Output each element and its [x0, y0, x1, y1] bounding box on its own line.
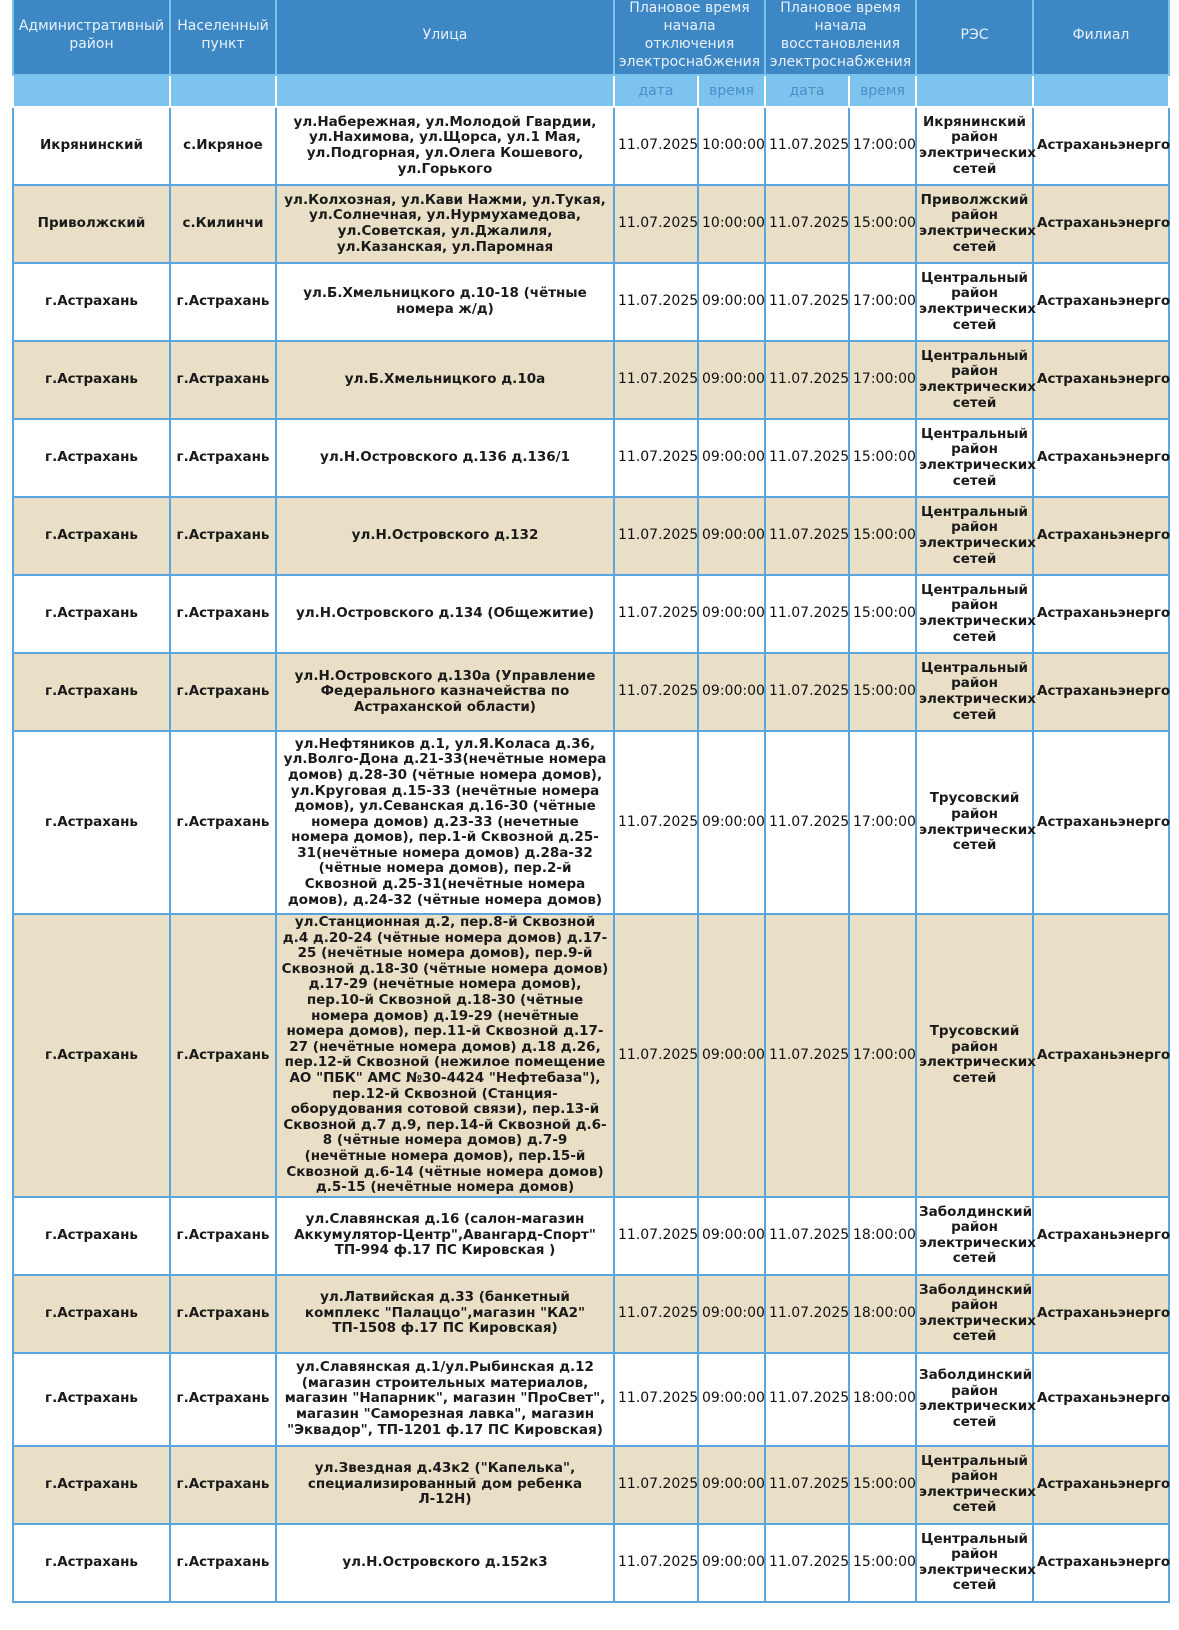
- cell-on-date: 11.07.2025: [765, 1197, 849, 1275]
- col-header-on-time[interactable]: Плановое время начала восстановления электроснабжения: [765, 0, 916, 75]
- cell-res: Заболдинский район электрических сетей: [916, 1197, 1033, 1275]
- subheader-empty: [170, 75, 276, 107]
- cell-off-time: 10:00:00: [698, 185, 765, 263]
- cell-district: г.Астрахань: [13, 1197, 170, 1275]
- cell-res: Заболдинский район электрических сетей: [916, 1275, 1033, 1353]
- cell-off-time: 09:00:00: [698, 731, 765, 914]
- cell-on-date: 11.07.2025: [765, 341, 849, 419]
- cell-district: г.Астрахань: [13, 1446, 170, 1524]
- cell-res: Центральный район электрических сетей: [916, 419, 1033, 497]
- cell-off-date: 11.07.2025: [614, 263, 698, 341]
- cell-on-date: 11.07.2025: [765, 653, 849, 731]
- cell-branch: Астраханьэнерго: [1033, 1353, 1169, 1446]
- cell-settlement: г.Астрахань: [170, 575, 276, 653]
- cell-on-date: 11.07.2025: [765, 263, 849, 341]
- cell-on-date: 11.07.2025: [765, 1353, 849, 1446]
- cell-off-time: 10:00:00: [698, 107, 765, 185]
- cell-branch: Астраханьэнерго: [1033, 914, 1169, 1197]
- cell-settlement: г.Астрахань: [170, 497, 276, 575]
- cell-settlement: г.Астрахань: [170, 419, 276, 497]
- cell-district: Икрянинский: [13, 107, 170, 185]
- cell-district: г.Астрахань: [13, 497, 170, 575]
- cell-district: г.Астрахань: [13, 914, 170, 1197]
- cell-off-date: 11.07.2025: [614, 419, 698, 497]
- subheader-empty: [276, 75, 614, 107]
- cell-off-time: 09:00:00: [698, 419, 765, 497]
- cell-on-time: 15:00:00: [849, 497, 916, 575]
- header-row: [13, 0, 1169, 75]
- cell-settlement: с.Икряное: [170, 107, 276, 185]
- cell-res: Центральный район электрических сетей: [916, 575, 1033, 653]
- cell-settlement: г.Астрахань: [170, 263, 276, 341]
- col-header-branch[interactable]: Филиал: [1033, 0, 1169, 75]
- cell-off-date: 11.07.2025: [614, 107, 698, 185]
- cell-settlement: г.Астрахань: [170, 731, 276, 914]
- cell-on-date: 11.07.2025: [765, 497, 849, 575]
- cell-district: г.Астрахань: [13, 1353, 170, 1446]
- cell-off-time: 09:00:00: [698, 341, 765, 419]
- cell-on-date: 11.07.2025: [765, 914, 849, 1197]
- cell-off-time: 09:00:00: [698, 263, 765, 341]
- cell-on-date: 11.07.2025: [765, 575, 849, 653]
- outage-table-container: [12, 0, 1171, 1603]
- cell-on-date: 11.07.2025: [765, 185, 849, 263]
- cell-on-time: 17:00:00: [849, 263, 916, 341]
- cell-settlement: г.Астрахань: [170, 653, 276, 731]
- cell-district: г.Астрахань: [13, 575, 170, 653]
- cell-street: ул.Набережная, ул.Молодой Гвардии, ул.Нахимова, ул.Щорса, ул.1 Мая, ул.Подгорная, ул.Олега Кошевого, ул.Горького: [276, 107, 614, 185]
- cell-street: ул.Славянская д.16 (салон-магазин Аккумулятор-Центр",Авангард-Спорт" ТП-994 ф.17 ПС Кировская ): [276, 1197, 614, 1275]
- cell-res: Центральный район электрических сетей: [916, 341, 1033, 419]
- table-row: [13, 419, 1169, 497]
- cell-on-time: 17:00:00: [849, 107, 916, 185]
- cell-district: Приволжский: [13, 185, 170, 263]
- table-row: [13, 731, 1169, 914]
- cell-on-time: 15:00:00: [849, 1524, 916, 1602]
- cell-off-time: 09:00:00: [698, 1353, 765, 1446]
- cell-settlement: г.Астрахань: [170, 341, 276, 419]
- table-row: [13, 575, 1169, 653]
- cell-settlement: г.Астрахань: [170, 1524, 276, 1602]
- cell-district: г.Астрахань: [13, 1275, 170, 1353]
- table-row: [13, 1197, 1169, 1275]
- cell-district: г.Астрахань: [13, 653, 170, 731]
- table-row: [13, 341, 1169, 419]
- cell-off-date: 11.07.2025: [614, 185, 698, 263]
- subheader-on-time: время: [849, 75, 916, 107]
- col-header-res[interactable]: РЭС: [916, 0, 1033, 75]
- subheader-empty: [1033, 75, 1169, 107]
- cell-street: ул.Латвийская д.33 (банкетный комплекс "Палаццо",магазин "КА2" ТП-1508 ф.17 ПС Кировская): [276, 1275, 614, 1353]
- cell-settlement: с.Килинчи: [170, 185, 276, 263]
- table-row: [13, 1446, 1169, 1524]
- cell-on-time: 17:00:00: [849, 914, 916, 1197]
- cell-on-date: 11.07.2025: [765, 419, 849, 497]
- outage-table: [12, 0, 1170, 1603]
- table-body: [13, 107, 1169, 1602]
- cell-street: ул.Н.Островского д.132: [276, 497, 614, 575]
- cell-off-date: 11.07.2025: [614, 1353, 698, 1446]
- cell-off-date: 11.07.2025: [614, 1197, 698, 1275]
- subheader-empty: [916, 75, 1033, 107]
- cell-street: ул.Н.Островского д.152к3: [276, 1524, 614, 1602]
- cell-on-time: 15:00:00: [849, 653, 916, 731]
- cell-res: Центральный район электрических сетей: [916, 1524, 1033, 1602]
- cell-on-time: 15:00:00: [849, 1446, 916, 1524]
- cell-on-date: 11.07.2025: [765, 731, 849, 914]
- cell-street: ул.Колхозная, ул.Кави Нажми, ул.Тукая, ул.Солнечная, ул.Нурмухамедова, ул.Советская, ул.Джалиля, ул.Казанская, ул.Паромная: [276, 185, 614, 263]
- cell-off-time: 09:00:00: [698, 575, 765, 653]
- col-header-settlement[interactable]: Населенный пункт: [170, 0, 276, 75]
- cell-res: Приволжский район электрических сетей: [916, 185, 1033, 263]
- col-header-street[interactable]: Улица: [276, 0, 614, 75]
- cell-branch: Астраханьэнерго: [1033, 263, 1169, 341]
- cell-branch: Астраханьэнерго: [1033, 1275, 1169, 1353]
- col-header-off-time[interactable]: Плановое время начала отключения электроснабжения: [614, 0, 765, 75]
- cell-street: ул.Славянская д.1/ул.Рыбинская д.12 (магазин строительных материалов, магазин "Напарник", магазин "ПроСвет", магазин "Саморезная лавка", магазин "Эквадор", ТП-1201 ф.17 ПС Кировская): [276, 1353, 614, 1446]
- cell-on-time: 15:00:00: [849, 575, 916, 653]
- cell-street: ул.Н.Островского д.130а (Управление Федерального казначейства по Астраханской области): [276, 653, 614, 731]
- cell-off-date: 11.07.2025: [614, 731, 698, 914]
- cell-off-time: 09:00:00: [698, 1275, 765, 1353]
- cell-off-time: 09:00:00: [698, 497, 765, 575]
- cell-res: Трусовский район электрических сетей: [916, 914, 1033, 1197]
- cell-on-date: 11.07.2025: [765, 1524, 849, 1602]
- cell-branch: Астраханьэнерго: [1033, 107, 1169, 185]
- subheader-on-date: дата: [765, 75, 849, 107]
- cell-on-time: 17:00:00: [849, 341, 916, 419]
- cell-res: Центральный район электрических сетей: [916, 497, 1033, 575]
- cell-branch: Астраханьэнерго: [1033, 185, 1169, 263]
- table-row: [13, 1353, 1169, 1446]
- subheader-empty: [13, 75, 170, 107]
- cell-branch: Астраханьэнерго: [1033, 341, 1169, 419]
- cell-off-date: 11.07.2025: [614, 653, 698, 731]
- table-row: [13, 185, 1169, 263]
- cell-off-date: 11.07.2025: [614, 1524, 698, 1602]
- col-header-district[interactable]: Административный район: [13, 0, 170, 75]
- table-row: [13, 263, 1169, 341]
- cell-street: ул.Звездная д.43к2 ("Капелька", специализированный дом ребенка Л-12Н): [276, 1446, 614, 1524]
- cell-on-time: 18:00:00: [849, 1197, 916, 1275]
- cell-res: Трусовский район электрических сетей: [916, 731, 1033, 914]
- cell-res: Заболдинский район электрических сетей: [916, 1353, 1033, 1446]
- cell-branch: Астраханьэнерго: [1033, 1446, 1169, 1524]
- cell-branch: Астраханьэнерго: [1033, 419, 1169, 497]
- cell-district: г.Астрахань: [13, 1524, 170, 1602]
- cell-settlement: г.Астрахань: [170, 914, 276, 1197]
- cell-on-date: 11.07.2025: [765, 1446, 849, 1524]
- table-row: [13, 1275, 1169, 1353]
- cell-off-time: 09:00:00: [698, 1197, 765, 1275]
- cell-on-date: 11.07.2025: [765, 1275, 849, 1353]
- cell-on-time: 15:00:00: [849, 185, 916, 263]
- cell-off-time: 09:00:00: [698, 1446, 765, 1524]
- cell-branch: Астраханьэнерго: [1033, 497, 1169, 575]
- cell-res: Центральный район электрических сетей: [916, 1446, 1033, 1524]
- cell-branch: Астраханьэнерго: [1033, 731, 1169, 914]
- cell-off-date: 11.07.2025: [614, 1446, 698, 1524]
- cell-off-date: 11.07.2025: [614, 341, 698, 419]
- cell-on-time: 18:00:00: [849, 1275, 916, 1353]
- cell-off-time: 09:00:00: [698, 914, 765, 1197]
- cell-street: ул.Б.Хмельницкого д.10-18 (чётные номера ж/д): [276, 263, 614, 341]
- cell-branch: Астраханьэнерго: [1033, 653, 1169, 731]
- cell-off-time: 09:00:00: [698, 653, 765, 731]
- cell-district: г.Астрахань: [13, 263, 170, 341]
- cell-street: ул.Н.Островского д.134 (Общежитие): [276, 575, 614, 653]
- cell-district: г.Астрахань: [13, 341, 170, 419]
- cell-res: Центральный район электрических сетей: [916, 263, 1033, 341]
- cell-settlement: г.Астрахань: [170, 1197, 276, 1275]
- table-row: [13, 914, 1169, 1197]
- cell-street: ул.Б.Хмельницкого д.10а: [276, 341, 614, 419]
- cell-district: г.Астрахань: [13, 731, 170, 914]
- cell-branch: Астраханьэнерго: [1033, 1524, 1169, 1602]
- cell-on-date: 11.07.2025: [765, 107, 849, 185]
- cell-off-date: 11.07.2025: [614, 1275, 698, 1353]
- cell-on-time: 17:00:00: [849, 731, 916, 914]
- cell-street: ул.Станционная д.2, пер.8-й Сквозной д.4 д.20-24 (чётные номера домов) д.17-25 (нечётные номера домов), пер.9-й Сквозной д.18-30 (чётные номера домов) д.17-29 (нечётные номера домов), пер.10-й Сквозной д.18-30 (чётные номера домов) д.19-29 (нечётные номера домов), пер.11-й Сквозной д.17-27 (нечётные номера домов) д.18 д.26, пер.12-й Сквозной (нежилое помещение АО "ПБК" АМС №30-4424 "Нефтебаза"), пер.12-й Сквозной (Станция-оборудования сотовой связи), пер.13-й Сквозной д.7 д.9, пер.14-й Сквозной д.6-8 (чётные номера домов) д.7-9 (нечётные номера домов), пер.15-й Сквозной д.6-14 (чётные номера домов) д.5-15 (нечётные номера домов): [276, 914, 614, 1197]
- cell-off-date: 11.07.2025: [614, 575, 698, 653]
- cell-on-time: 18:00:00: [849, 1353, 916, 1446]
- cell-branch: Астраханьэнерго: [1033, 1197, 1169, 1275]
- cell-off-time: 09:00:00: [698, 1524, 765, 1602]
- cell-off-date: 11.07.2025: [614, 914, 698, 1197]
- cell-on-time: 15:00:00: [849, 419, 916, 497]
- cell-settlement: г.Астрахань: [170, 1446, 276, 1524]
- cell-branch: Астраханьэнерго: [1033, 575, 1169, 653]
- cell-off-date: 11.07.2025: [614, 497, 698, 575]
- table-row: [13, 1524, 1169, 1602]
- subheader-off-date: дата: [614, 75, 698, 107]
- cell-res: Икрянинский район электрических сетей: [916, 107, 1033, 185]
- table-row: [13, 497, 1169, 575]
- cell-settlement: г.Астрахань: [170, 1353, 276, 1446]
- cell-settlement: г.Астрахань: [170, 1275, 276, 1353]
- cell-street: ул.Нефтяников д.1, ул.Я.Коласа д.36, ул.Волго-Дона д.21-33(нечётные номера домов) д.28-30 (чётные номера домов), ул.Круговая д.15-33 (нечётные номера домов), ул.Севанская д.16-30 (чётные номера домов) д.23-33 (нечетные номера домов), пер.1-й Сквозной д.25-31(нечётные номера домов) д.28а-32 (чётные номера домов), пер.2-й Сквозной д.25-31(нечётные номера домов), д.24-32 (чётные номера домов): [276, 731, 614, 914]
- cell-res: Центральный район электрических сетей: [916, 653, 1033, 731]
- subheader-row: [13, 75, 1169, 107]
- table-row: [13, 653, 1169, 731]
- cell-street: ул.Н.Островского д.136 д.136/1: [276, 419, 614, 497]
- subheader-off-time: время: [698, 75, 765, 107]
- cell-district: г.Астрахань: [13, 419, 170, 497]
- table-row: [13, 107, 1169, 185]
